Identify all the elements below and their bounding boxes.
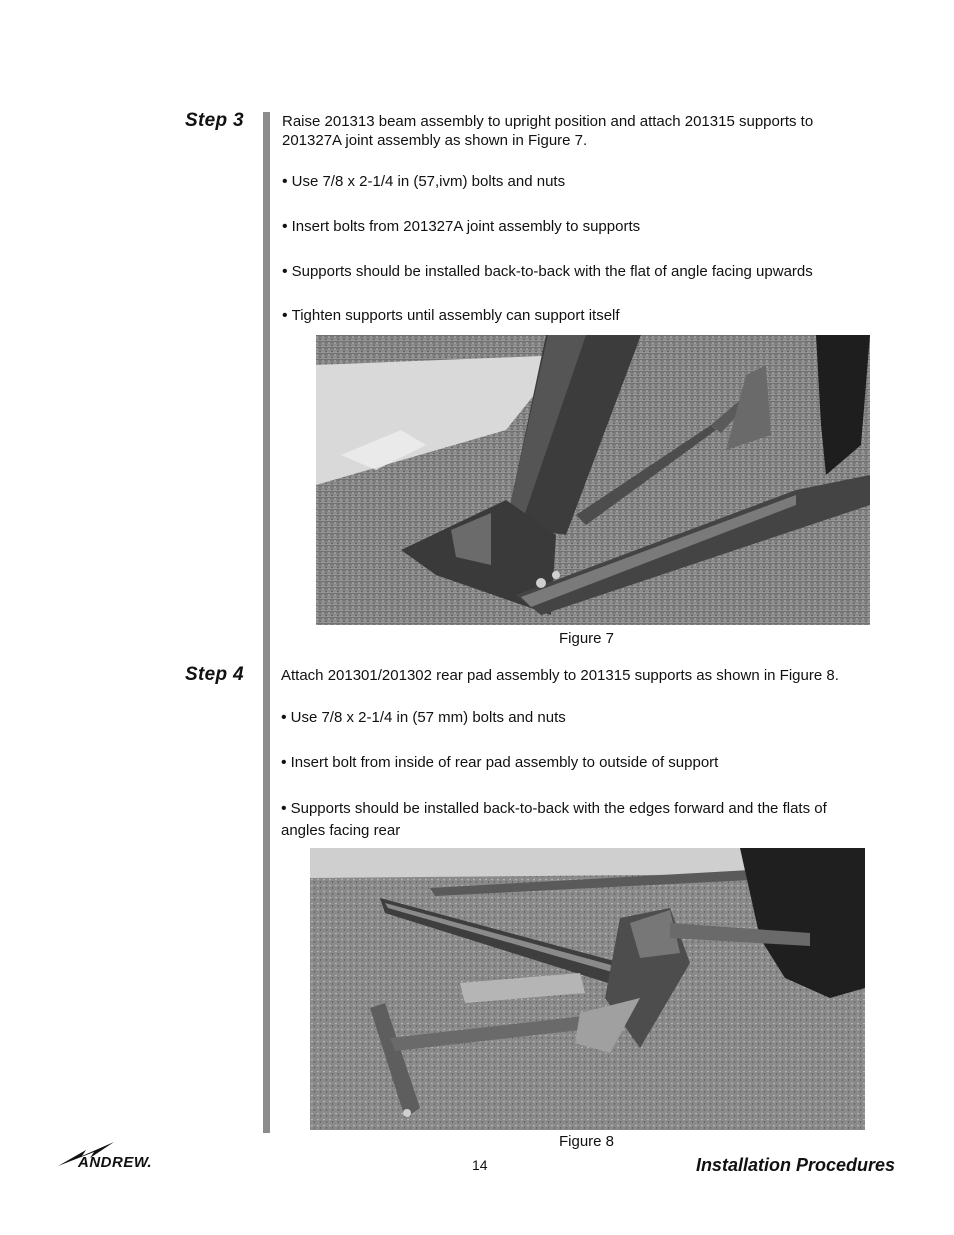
step-3-label: Step 3: [185, 110, 244, 131]
figure-8-photo: [310, 848, 865, 1130]
figure-7-caption: Figure 7: [559, 630, 615, 647]
step-4-intro: Attach 201301/201302 rear pad assembly to 201315 supports as shown in Figure 8.: [281, 667, 839, 684]
step-4-label: Step 4: [185, 664, 244, 685]
step-4-bullet-2: • Insert bolt from inside of rear pad assembly to outside of support: [281, 753, 871, 772]
step-3-bullet-4: • Tighten supports until assembly can support itself: [282, 306, 862, 325]
figure-7-photo: [316, 335, 870, 625]
step-3-intro: Raise 201313 beam assembly to upright position and attach 201315 supports to 201327A joint assembly as shown in Figure 7.: [282, 113, 814, 149]
step-3-bullet-3: • Supports should be installed back-to-back with the flat of angle facing upwards: [282, 262, 862, 281]
sidebar-rule: [263, 112, 270, 1133]
step-4-bullet-1: • Use 7/8 x 2-1/4 in (57 mm) bolts and nuts: [281, 708, 871, 727]
step-4-bullet-3: • Supports should be installed back-to-back with the edges forward and the flats of angles facing rear: [281, 798, 871, 842]
andrew-logo: [56, 1140, 171, 1178]
step-3-bullet-1: • Use 7/8 x 2-1/4 in (57,ivm) bolts and nuts: [282, 172, 862, 191]
page-number: 14: [472, 1157, 488, 1173]
section-title: Installation Procedures: [695, 1155, 895, 1175]
step-3-bullet-2: • Insert bolts from 201327A joint assembly to supports: [282, 217, 862, 236]
figure-8-caption: Figure 8: [559, 1133, 615, 1150]
logo-text: ANDREW.: [78, 1154, 153, 1171]
